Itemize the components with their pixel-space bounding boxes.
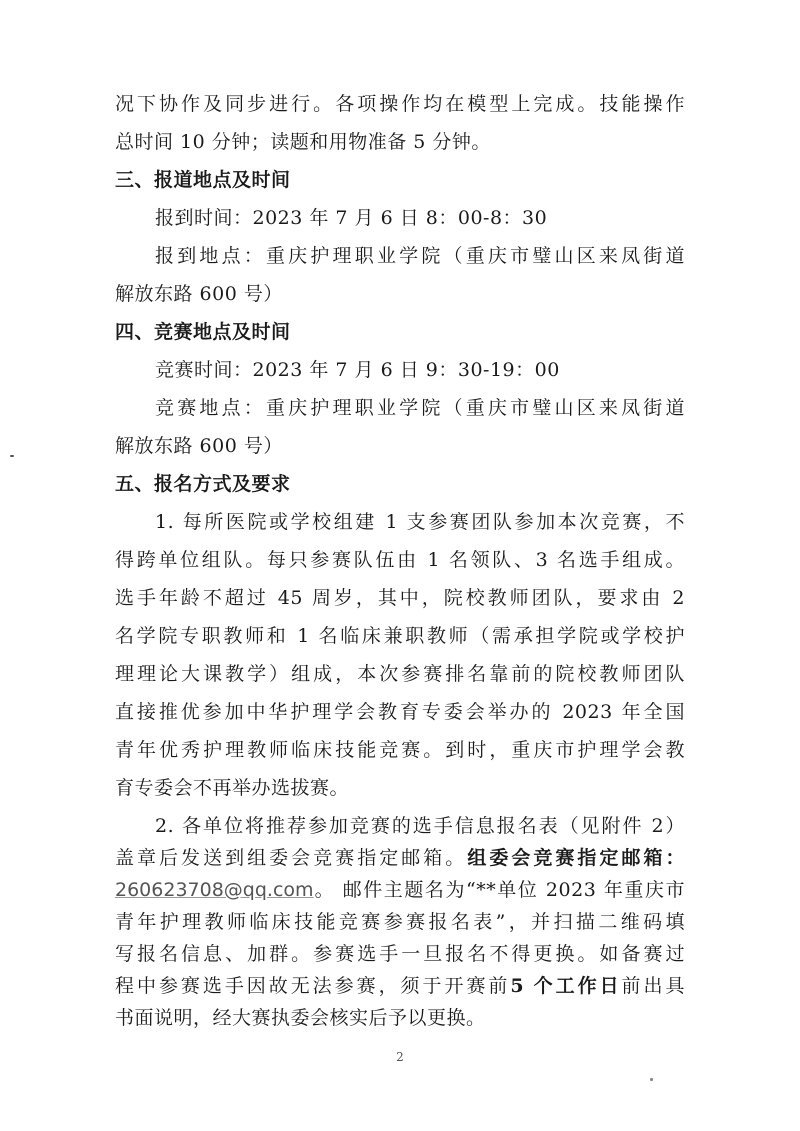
item2-line6: [115, 974, 685, 998]
section4-place-line1: 竞赛地点：重庆护理职业学院（重庆市璧山区来凤街道: [155, 397, 685, 419]
section3-place-line2: 解放东路 600 号）: [115, 283, 283, 305]
item2-line7: 书面说明，经大赛执委会核实后予以更换。: [115, 1007, 486, 1029]
item1-line: 育专委会不再举办选拔赛。: [115, 777, 350, 799]
item1-line: 直接推优参加中华护理学会教育专委会举办的 2023 年全国: [115, 701, 685, 723]
section3-time: 报到时间：2023 年 7 月 6 日 8：00-8：30: [155, 207, 548, 229]
section3-heading: 三、报道地点及时间: [115, 169, 291, 191]
section3-place-line1: 报到地点：重庆护理职业学院（重庆市璧山区来凤街道: [155, 245, 685, 267]
item1-line: 青年优秀护理教师临床技能竞赛。到时，重庆市护理学会教: [115, 739, 685, 761]
page-number: 2: [396, 1050, 404, 1064]
item2-line5: 写报名信息、加群。参赛选手一旦报名不得更换。如备赛过: [115, 943, 685, 965]
item2-line3: [115, 878, 685, 902]
section5-heading: 五、报名方式及要求: [115, 473, 291, 495]
para1-line2: 总时间 10 分钟；读题和用物准备 5 分钟。: [115, 131, 491, 153]
section4-heading: 四、竞赛地点及时间: [115, 321, 291, 343]
item1-line: 理理论大课教学）组成，本次参赛排名靠前的院校教师团队: [115, 663, 685, 685]
item2-line6-tail: 前出具: [621, 975, 685, 997]
item2-line3-text: 。 邮件主题名为“**单位 2023 年重庆市: [313, 879, 685, 901]
item2-line6-text: 程中参赛选手因故无法参赛，须于开赛前: [115, 975, 511, 997]
scan-speck: [650, 1078, 653, 1081]
email-link[interactable]: 260623708@qq.com: [115, 879, 314, 901]
item1-line: 名学院专职教师和 1 名临床兼职教师（需承担学院或学校护: [115, 625, 685, 647]
item2-line4: 青年护理教师临床技能竞赛参赛报名表”，并扫描二维码填: [115, 911, 685, 933]
item1-line: 1. 每所医院或学校组建 1 支参赛团队参加本次竞赛，不: [155, 511, 685, 533]
item1-line: 选手年龄不超过 45 周岁，其中，院校教师团队，要求由 2: [115, 587, 685, 609]
deadline-emphasis: 5 个工作日: [510, 975, 622, 997]
scan-speck: [10, 455, 14, 457]
item2-line2: [115, 846, 685, 870]
section4-place-line2: 解放东路 600 号）: [115, 435, 283, 457]
item2-line1: 2. 各单位将推荐参加竞赛的选手信息报名表（见附件 2）: [155, 815, 685, 837]
para1-line1: 况下协作及同步进行。各项操作均在模型上完成。技能操作: [115, 93, 685, 115]
item1-line: 得跨单位组队。每只参赛队伍由 1 名领队、3 名选手组成。: [115, 549, 685, 571]
section4-time: 竞赛时间：2023 年 7 月 6 日 9：30-19：00: [155, 359, 560, 381]
item2-line2-text: 盖章后发送到组委会竞赛指定邮箱。: [115, 847, 468, 869]
email-label: 组委会竞赛指定邮箱：: [467, 847, 685, 869]
